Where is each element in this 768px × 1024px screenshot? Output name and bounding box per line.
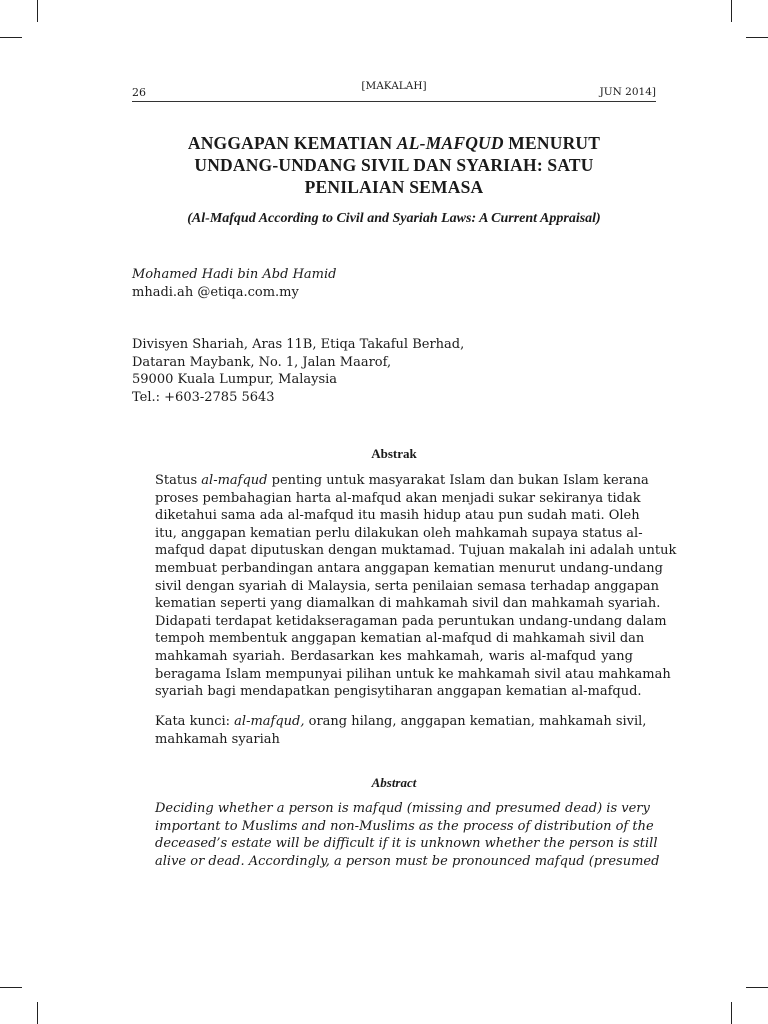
abstrak-line: sivil dengan syariah di Malaysia, serta penilaian semasa terhadap anggapan (155, 578, 660, 594)
author-block (132, 266, 336, 301)
author-name: Mohamed Hadi bin Abd Hamid (132, 267, 337, 282)
abstrak-body (155, 472, 677, 701)
abstrak-line: tempoh membentuk anggapan kematian al-mafqud di mahkamah sivil dan (155, 631, 645, 647)
keywords (155, 713, 647, 748)
abstract-line: Deciding whether a person is mafqud (missing and presumed dead) is very (155, 801, 650, 816)
abstrak-heading: Abstrak (371, 446, 417, 461)
page-number: 26 (132, 86, 146, 99)
header-rule (132, 101, 656, 102)
crop-mark (746, 987, 768, 988)
crop-mark (731, 0, 732, 22)
title-line-2: UNDANG-UNDANG SIVIL DAN SYARIAH: SATU (194, 155, 594, 175)
phone-line: Tel.: +603-2785 5643 (132, 389, 275, 405)
issue-date: JUN 2014] (599, 86, 656, 98)
section-label: [MAKALAH] (361, 80, 427, 92)
abstrak-line: kematian seperti yang diamalkan di mahkamah sivil dan mahkamah syariah. (155, 596, 661, 612)
abstract-line: important to Muslims and non-Muslims as the process of distribution of the (155, 818, 654, 834)
crop-mark (0, 37, 22, 38)
abstrak-line: syariah bagi mendapatkan pengisytiharan anggapan kematian al-mafqud. (155, 684, 642, 700)
article-subtitle: (Al-Mafqud According to Civil and Syariah Laws: A Current Appraisal) (187, 211, 601, 226)
abstrak-line: Didapati terdapat ketidakseragaman pada peruntukan undang-undang dalam (155, 613, 667, 629)
abstrak-line: diketahui sama ada al-mafqud itu masih hidup atau pun sudah mati. Oleh (155, 508, 640, 524)
address-line: Dataran Maybank, No. 1, Jalan Maarof, (132, 354, 392, 370)
abstract-heading: Abstract (371, 775, 417, 790)
abstrak-line: mahkamah syariah. Berdasarkan kes mahkamah, waris al-mafqud yang (155, 648, 633, 664)
abstract-body (155, 800, 660, 870)
crop-mark (0, 987, 22, 988)
abstrak-line: Status al-mafqud penting untuk masyarakat Islam dan bukan Islam kerana (155, 473, 649, 488)
abstrak-line: proses pembahagian harta al-mafqud akan menjadi sukar sekiranya tidak (155, 490, 641, 506)
address-line: 59000 Kuala Lumpur, Malaysia (132, 372, 338, 387)
title-line-1: ANGGAPAN KEMATIAN AL-MAFQUD MENURUT (187, 133, 601, 153)
abstrak-line: mafqud dapat diputuskan dengan muktamad. Tujuan makalah ini adalah untuk (155, 543, 677, 559)
crop-mark (731, 1002, 732, 1024)
article-title (132, 132, 656, 198)
crop-mark (746, 37, 768, 38)
abstrak-line: itu, anggapan kematian perlu dilakukan oleh mahkamah supaya status al- (155, 525, 643, 541)
author-email: mhadi.ah @etiqa.com.my (132, 284, 299, 300)
keywords-line: mahkamah syariah (155, 731, 280, 747)
abstract-line: deceased’s estate will be difficult if it is unknown whether the person is still (155, 836, 658, 852)
title-line-3: PENILAIAN SEMASA (304, 177, 484, 197)
address-line: Divisyen Shariah, Aras 11B, Etiqa Takaful Berhad, (132, 337, 465, 352)
crop-mark (37, 1002, 38, 1024)
abstract-line: alive or dead. Accordingly, a person must be pronounced mafqud (presumed (155, 853, 660, 869)
running-header (132, 80, 656, 100)
abstrak-line: beragama Islam mempunyai pilihan untuk ke mahkamah sivil atau mahkamah (155, 666, 671, 682)
abstrak-line: membuat perbandingan antara anggapan kematian menurut undang-undang (155, 560, 663, 576)
crop-mark (37, 0, 38, 22)
keywords-line: Kata kunci: al-mafqud, orang hilang, anggapan kematian, mahkamah sivil, (155, 714, 647, 729)
affiliation-address (132, 336, 464, 406)
